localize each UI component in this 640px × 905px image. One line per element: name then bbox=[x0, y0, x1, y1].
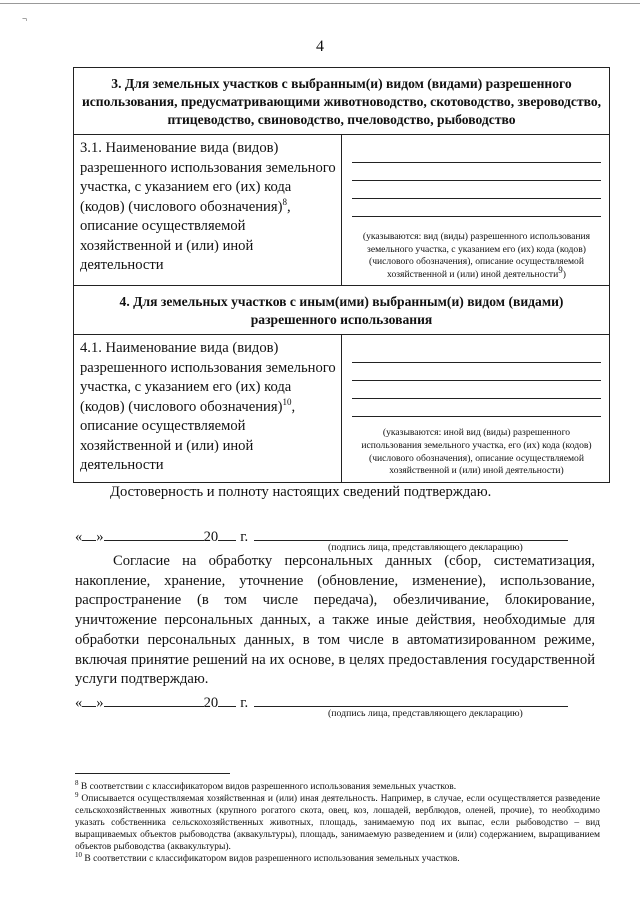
confirmation-text: Достоверность и полноту настоящих сведений подтверждаю. bbox=[110, 484, 492, 500]
section4-entry-line-2[interactable] bbox=[352, 363, 601, 381]
signature-caption-1: (подпись лица, представляющего декларацию) bbox=[328, 542, 523, 553]
footnotes bbox=[75, 778, 600, 865]
footnote-ref-8: 8 bbox=[282, 196, 287, 207]
day-field-1[interactable] bbox=[82, 526, 96, 541]
footnote-ref-10: 10 bbox=[282, 397, 292, 408]
month-field-1[interactable] bbox=[104, 526, 204, 541]
signature-caption-2: (подпись лица, представляющего декларацию) bbox=[328, 708, 523, 719]
section4-entry-line-3[interactable] bbox=[352, 381, 601, 399]
consent-text: Согласие на обработку персональных данных (сбор, систематизация, накопление, хранение, уточнение (обновление, изменение), использование, распространение (в том числе передача), обезличивание, блокирование, уничтожение персональных данных, а также иные действия, необходимые для обработки персональных данных, в том числе в автоматизированном режиме, включая принятие решений на их основе, в целях предоставления государственной услуги подтверждаю. bbox=[75, 553, 595, 688]
section3-label: 3.1. Наименование вида (видов) разрешенного использования земельного участка, с указанием его (их) кода (кодов) (числового обозначения)$^8$, описание осуществляемой хозяйственной и (или) иной деятельности bbox=[74, 135, 342, 286]
section3-entry-cell[interactable] bbox=[342, 135, 610, 286]
section3-heading: 3. Для земельных участков с выбранным(и) видом (видами) разрешенного использования, предусматривающими животноводство, скотоводство, звероводство, птицеводство, свиноводство, пчеловодство, рыбоводство bbox=[74, 68, 610, 135]
footnote-10: $^{10}$ В соответствии с классификатором видов разрешенного использования земельных участков. bbox=[75, 850, 460, 864]
section4-entry-cell[interactable] bbox=[342, 335, 610, 483]
year-field-2[interactable] bbox=[218, 692, 236, 707]
section3-entry-line-4[interactable] bbox=[352, 199, 601, 217]
section3-entry-line-2[interactable] bbox=[352, 163, 601, 181]
section4-entry-line-1[interactable] bbox=[352, 345, 601, 363]
page-number: 4 bbox=[316, 38, 324, 55]
day-field-2[interactable] bbox=[82, 692, 96, 707]
section4-heading: 4. Для земельных участков с иным(ими) выбранным(и) видом (видами) разрешенного использования bbox=[74, 286, 610, 335]
land-use-table bbox=[73, 67, 610, 483]
section3-entry-line-3[interactable] bbox=[352, 181, 601, 199]
footnote-9: $^9$ Описывается осуществляемая хозяйственная и (или) иная деятельность. Например, в случае, если осуществляется разведение сельскохозяйственных животных (крупного рогатого скота, овец, коз, лошадей, верблюдов, оленей, прочие), то необходимо указать собственника сельскохозяйственных животных, площадь, занимаемую под их выпас, если рыбоводство – вид выращиваемых объектов рыбоводства (аквакультуры), площадь, занимаемую разведением и (или) содержанием, выращиванием объектов рыбоводства (аквакультуры). bbox=[75, 790, 600, 852]
section3-entry-line-1[interactable] bbox=[352, 145, 601, 163]
signature-row-1: « » 20 г. bbox=[75, 526, 568, 546]
month-field-2[interactable] bbox=[104, 692, 204, 707]
signature-row-2: « » 20 г. bbox=[75, 692, 568, 712]
corner-mark: ¬ bbox=[22, 14, 28, 24]
footnote-rule bbox=[75, 773, 230, 774]
section3-hint: (указываются: вид (виды) разрешенного использования земельного участка, с указанием его (их) кода (кодов) (числового обозначения), описание осуществляемой хозяйственной и (или) иной деятельности$^9$) bbox=[362, 231, 591, 280]
signature-field-1[interactable] bbox=[254, 526, 568, 541]
signature-field-2[interactable] bbox=[254, 692, 568, 707]
footnote-8: $^8$ В соответствии с классификатором видов разрешенного использования земельных участков. bbox=[75, 778, 457, 792]
year-field-1[interactable] bbox=[218, 526, 236, 541]
section4-hint: (указываются: иной вид (виды) разрешенного использования земельного участка, его (их) кода (кодов) (числового обозначения), описание осуществляемой хозяйственной и (или) иной деятельности) bbox=[361, 427, 592, 477]
section4-label: 4.1. Наименование вида (видов) разрешенного использования земельного участка, с указанием его (их) кода (кодов) (числового обозначения)$^{10}$, описание осуществляемой хозяйственной и (или) иной деятельности bbox=[74, 335, 342, 483]
section4-entry-line-4[interactable] bbox=[352, 399, 601, 417]
scan-top-edge bbox=[0, 3, 640, 4]
